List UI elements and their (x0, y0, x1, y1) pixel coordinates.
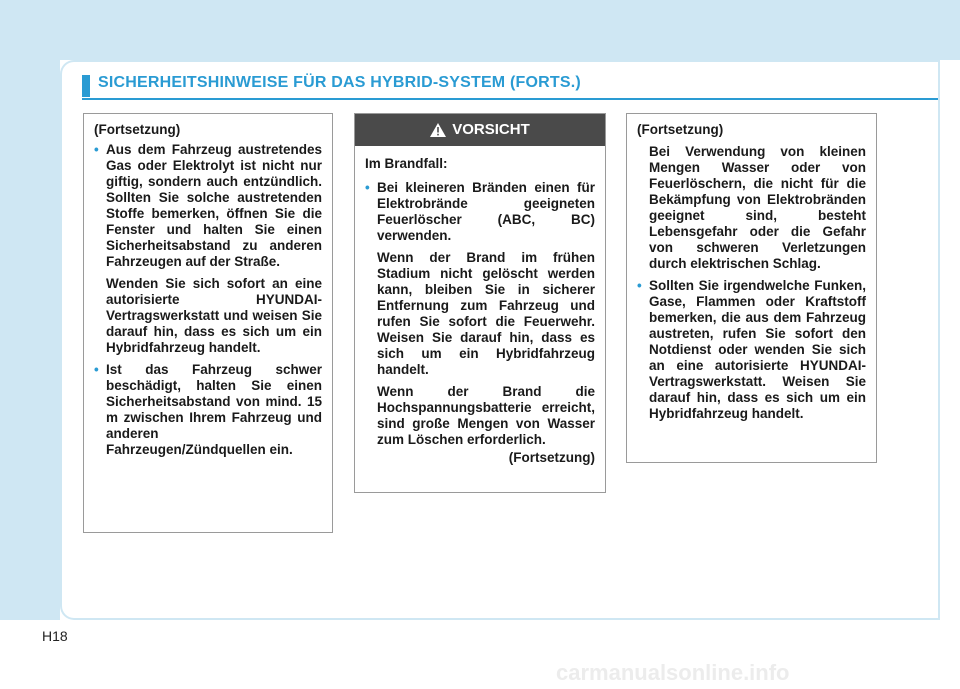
bullet-icon: • (94, 142, 99, 157)
page-background-left (0, 0, 60, 620)
bullet-icon: • (94, 362, 99, 377)
list-item-text: Sollten Sie irgendwelche Funken, Gase, Flammen oder Kraftstoff bemerken, die aus dem Fahrzeug austreten, rufen Sie sofort den Notdienst oder wenden Sie sich an eine autorisierte HYUNDAI-Vertragswerkstatt. Weisen Sie darauf hin, dass es sich um ein Hybridfahrzeug handelt. (649, 278, 866, 421)
continued-label: (Fortsetzung) (508, 450, 595, 465)
left-column-box (83, 113, 333, 533)
list-item-subtext: Wenden Sie sich sofort an eine autorisierte HYUNDAI-Vertragswerkstatt und weisen Sie darauf hin, dass es sich um ein Hybridfahrzeug handelt. (106, 276, 322, 355)
frame-edge (938, 62, 940, 618)
continued-label: (Fortsetzung) (637, 122, 724, 137)
list-item-text: Aus dem Fahrzeug austretendes Gas oder Elektrolyt ist nicht nur giftig, sondern auch entzündlich. Sollten Sie solche austretenden Stoffe bemerken, öffnen Sie die Fenster und halten Sie einen Sicherheitsabstand zu anderen Fahrzeugen auf der Straße. (106, 142, 322, 269)
list-item-subtext: Wenn der Brand im frühen Stadium nicht gelöscht werden kann, bleiben Sie in sicherer Entfernung zum Fahrzeug und rufen Sie sofort die Feuerwehr. Weisen Sie darauf hin, dass es sich um ein Hybridfahrzeug handelt. (377, 250, 595, 377)
warning-header (355, 114, 605, 146)
watermark: carmanualsonline.info (556, 660, 790, 685)
warning-body (355, 146, 605, 474)
bullet-icon: • (365, 180, 370, 195)
section-title: SICHERHEITSHINWEISE FÜR DAS HYBRID-SYSTEM (FORTS.) (98, 74, 581, 91)
title-underline (82, 98, 938, 100)
list-item-text: Bei kleineren Bränden einen für Elektrobrände geeigneten Feuerlöscher (ABC, BC) verwenden. (377, 180, 595, 243)
warning-box (354, 113, 606, 493)
continued-label: (Fortsetzung) (94, 122, 181, 137)
fire-label: Im Brandfall: (365, 156, 448, 171)
title-accent-bar (82, 75, 90, 97)
list-item (365, 180, 595, 448)
bullet-icon: • (637, 278, 642, 293)
list-item-text: Ist das Fahrzeug schwer beschädigt, halten Sie einen Sicherheitsabstand von mind. 15 m zwischen Ihrem Fahrzeug und anderen Fahrzeugen/Zündquellen ein. (106, 362, 322, 457)
right-column-box (626, 113, 877, 463)
warning-triangle-icon (430, 123, 446, 137)
list-item-subtext: Wenn der Brand die Hochspannungsbatterie erreicht, sind große Mengen von Wasser zum Löschen erforderlich. (377, 384, 595, 447)
page-number: H18 (42, 628, 68, 644)
intro-paragraph: Bei Verwendung von kleinen Mengen Wasser oder von Feuerlöschern, die nicht für die Bekämpfung von Elektrobränden geeignet sind, besteht Lebensgefahr oder die Gefahr von schweren Verletzungen durch elektrischen Schlag. (649, 144, 866, 271)
list-item (94, 142, 322, 356)
page-footer-area (0, 620, 960, 689)
list-item (637, 278, 866, 422)
list-item (94, 362, 322, 458)
warning-label: VORSICHT (452, 121, 530, 138)
